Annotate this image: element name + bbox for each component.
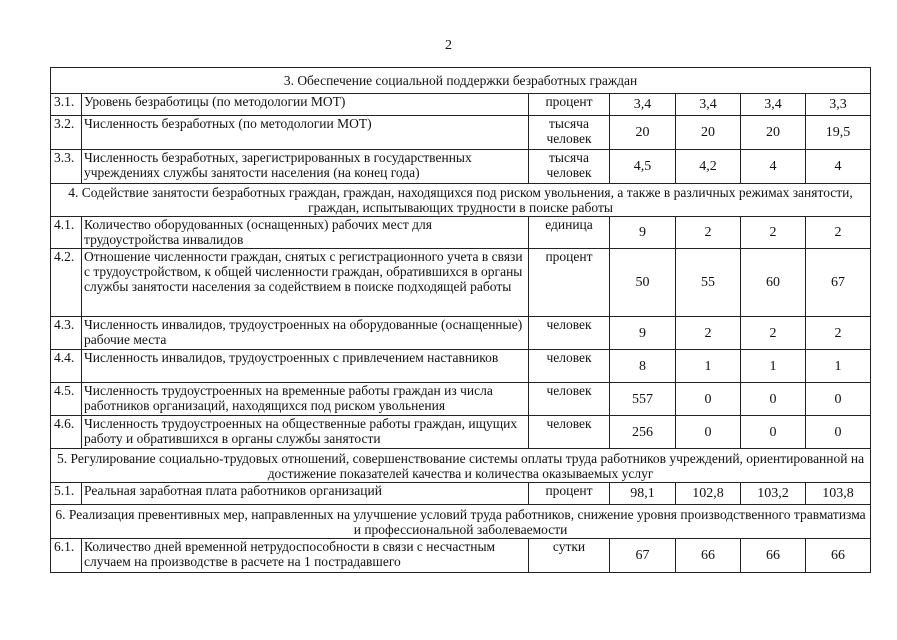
indicator-value: 67	[806, 249, 871, 317]
indicator-value: 102,8	[676, 483, 741, 505]
table-row	[51, 350, 871, 383]
table-row	[51, 483, 871, 505]
indicator-value: 2	[806, 317, 871, 350]
indicator-name: Уровень безработицы (по методологии МОТ)	[82, 94, 529, 116]
indicator-value: 3,4	[741, 94, 806, 116]
indicator-value: 98,1	[610, 483, 676, 505]
indicator-value: 20	[741, 116, 806, 150]
row-number: 4.1.	[51, 217, 82, 249]
indicator-value: 9	[610, 317, 676, 350]
row-number: 4.4.	[51, 350, 82, 383]
unit-of-measure: человек	[529, 383, 610, 416]
indicator-name: Численность инвалидов, трудоустроенных на оборудованные (оснащенные) рабочие места	[82, 317, 529, 350]
page-number: 2	[445, 38, 452, 53]
indicator-value: 0	[741, 416, 806, 449]
indicator-value: 50	[610, 249, 676, 317]
section-title: 6. Реализация превентивных мер, направленных на улучшение условий труда работников, снижение уровня производственного травматизма и профессиональной заболеваемости	[51, 505, 871, 539]
indicator-value: 3,3	[806, 94, 871, 116]
unit-of-measure: сутки	[529, 539, 610, 573]
row-number: 3.3.	[51, 150, 82, 184]
indicator-value: 9	[610, 217, 676, 249]
table-row	[51, 317, 871, 350]
unit-of-measure: единица	[529, 217, 610, 249]
indicator-value: 103,8	[806, 483, 871, 505]
indicator-value: 103,2	[741, 483, 806, 505]
unit-of-measure: процент	[529, 249, 610, 317]
row-number: 5.1.	[51, 483, 82, 505]
indicator-value: 8	[610, 350, 676, 383]
indicator-value: 1	[676, 350, 741, 383]
indicator-value: 256	[610, 416, 676, 449]
indicator-value: 67	[610, 539, 676, 573]
section-title: 5. Регулирование социально-трудовых отношений, совершенствование системы оплаты труда работников учреждений, ориентированной на достижение показателей качества и количества оказываемых услуг	[51, 449, 871, 483]
indicator-value: 0	[741, 383, 806, 416]
table-row	[51, 539, 871, 573]
indicator-value: 2	[806, 217, 871, 249]
indicator-value: 557	[610, 383, 676, 416]
table-row	[51, 116, 871, 150]
unit-of-measure: тысяча человек	[529, 150, 610, 184]
indicator-value: 0	[676, 416, 741, 449]
indicator-value: 0	[806, 383, 871, 416]
indicator-value: 4,2	[676, 150, 741, 184]
indicator-name: Численность безработных, зарегистрированных в государственных учреждениях службы занятости населения (на конец года)	[82, 150, 529, 184]
unit-of-measure: процент	[529, 483, 610, 505]
indicator-value: 55	[676, 249, 741, 317]
row-number: 4.3.	[51, 317, 82, 350]
indicator-value: 66	[676, 539, 741, 573]
indicator-value: 4	[806, 150, 871, 184]
indicator-value: 2	[741, 217, 806, 249]
section-title: 4. Содействие занятости безработных граждан, граждан, находящихся под риском увольнения, а также в различных режимах занятости, граждан, испытывающих трудности в поиске работы	[51, 184, 871, 217]
indicator-value: 60	[741, 249, 806, 317]
indicator-value: 66	[806, 539, 871, 573]
indicator-name: Численность трудоустроенных на общественные работы граждан, ищущих работу и обратившихся в органы службы занятости	[82, 416, 529, 449]
table-row	[51, 94, 871, 116]
section-header-row	[51, 449, 871, 483]
indicator-value: 4	[741, 150, 806, 184]
table-row	[51, 416, 871, 449]
indicator-value: 20	[676, 116, 741, 150]
indicator-name: Количество дней временной нетрудоспособности в связи с несчастным случаем на производстве в расчете на 1 пострадавшего	[82, 539, 529, 573]
indicator-value: 0	[806, 416, 871, 449]
row-number: 4.6.	[51, 416, 82, 449]
section-header-row	[51, 68, 871, 94]
indicator-value: 1	[806, 350, 871, 383]
table-row	[51, 217, 871, 249]
row-number: 3.1.	[51, 94, 82, 116]
unit-of-measure: процент	[529, 94, 610, 116]
table-row	[51, 150, 871, 184]
row-number: 3.2.	[51, 116, 82, 150]
indicator-value: 0	[676, 383, 741, 416]
indicator-value: 2	[741, 317, 806, 350]
indicator-value: 2	[676, 317, 741, 350]
table-row	[51, 249, 871, 317]
indicator-name: Численность трудоустроенных на временные работы граждан из числа работников организаций, находящихся под риском увольнения	[82, 383, 529, 416]
unit-of-measure: человек	[529, 350, 610, 383]
section-title: 3. Обеспечение социальной поддержки безработных граждан	[51, 68, 871, 94]
section-header-row	[51, 184, 871, 217]
indicator-value: 4,5	[610, 150, 676, 184]
row-number: 4.5.	[51, 383, 82, 416]
unit-of-measure: тысяча человек	[529, 116, 610, 150]
section-header-row	[51, 505, 871, 539]
indicator-value: 3,4	[676, 94, 741, 116]
indicator-value: 19,5	[806, 116, 871, 150]
row-number: 4.2.	[51, 249, 82, 317]
table-row	[51, 383, 871, 416]
indicator-name: Отношение численности граждан, снятых с регистрационного учета в связи с трудоустройством, к общей численности граждан, обратившихся в органы службы занятости населения за содействием в поиске подходящей работы	[82, 249, 529, 317]
indicator-name: Численность безработных (по методологии МОТ)	[82, 116, 529, 150]
indicators-table	[50, 67, 871, 573]
indicator-value: 1	[741, 350, 806, 383]
indicator-name: Численность инвалидов, трудоустроенных с привлечением наставников	[82, 350, 529, 383]
unit-of-measure: человек	[529, 317, 610, 350]
row-number: 6.1.	[51, 539, 82, 573]
indicator-value: 2	[676, 217, 741, 249]
unit-of-measure: человек	[529, 416, 610, 449]
indicator-value: 66	[741, 539, 806, 573]
indicator-name: Реальная заработная плата работников организаций	[82, 483, 529, 505]
indicator-name: Количество оборудованных (оснащенных) рабочих мест для трудоустройства инвалидов	[82, 217, 529, 249]
indicator-value: 20	[610, 116, 676, 150]
indicator-value: 3,4	[610, 94, 676, 116]
